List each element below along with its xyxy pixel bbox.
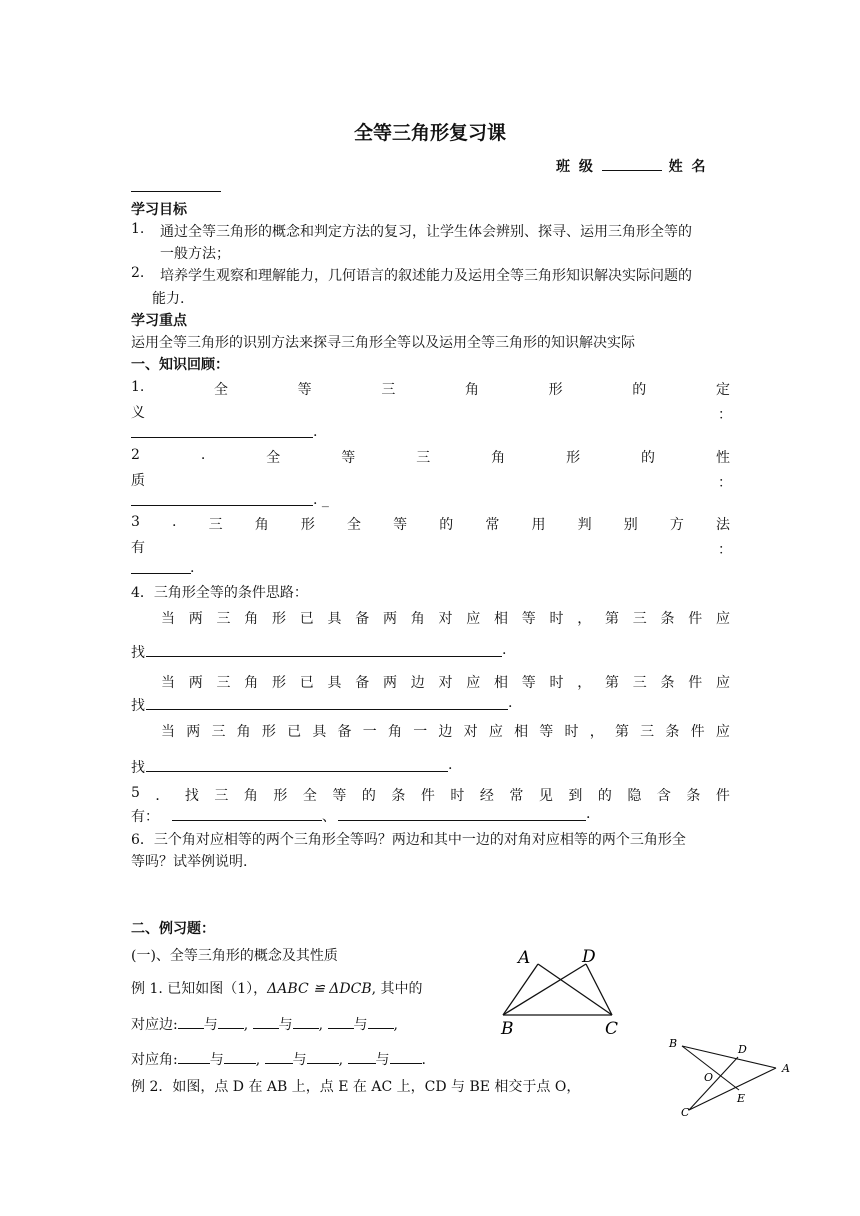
q1-answer-blank[interactable] [131, 437, 313, 438]
fig1-label-b: B [501, 1019, 514, 1039]
fig1-label-d: D [582, 947, 596, 967]
q4b-find: 找 [131, 698, 145, 714]
goal-1-num: 1. [131, 221, 145, 237]
q4c-find: 找 [131, 760, 145, 776]
q2-answer-blank[interactable] [131, 505, 313, 506]
goal-2-line1: 培养学生观察和理解能力，几何语言的叙述能力及运用全等三角形知识解决实际问题的 [160, 268, 692, 284]
focus-heading: 学习重点 [131, 313, 187, 329]
class-name-header [556, 156, 708, 176]
q2-line2-right: ： [718, 475, 732, 491]
q4-heading: 4．三角形全等的条件思路： [131, 585, 308, 601]
name-label: 姓 名 [668, 159, 708, 175]
q4b-line1: 当 两 三 角 形 已 具 备 两 边 对 应 相 等 时 ， 第 三 条 件 应 [161, 675, 730, 691]
q3-line1: 3 . 三 角 形 全 等 的 常 用 判 别 方 法 [131, 514, 730, 533]
q2-line2-left: 质 [131, 473, 145, 489]
q1-line2-right: ： [718, 407, 732, 423]
q3-line2-right: ： [718, 542, 732, 558]
example-1: 例 1. 已知如图（1），ΔABC ≌ ΔDCB, 其中的 [131, 981, 423, 997]
goal-2-line2: 能力. [152, 291, 185, 307]
q4a-answer-blank[interactable] [146, 656, 502, 657]
goal-1-line2: 一般方法； [160, 246, 230, 262]
q5-line2: 有： [131, 809, 159, 825]
focus-text: 运用全等三角形的识别方法来探寻三角形全等以及运用全等三角形的知识解决实际 [131, 335, 635, 351]
q1-line1: 1. 全 等 三 角 形 的 定 [131, 379, 730, 398]
fig2-label-c: C [681, 1106, 690, 1119]
q4c-line1: 当 两 三 角 形 已 具 备 一 角 一 边 对 应 相 等 时 ， 第 三 条 件 应 [161, 724, 730, 740]
q4a-line1: 当 两 三 角 形 已 具 备 两 角 对 应 相 等 时 ， 第 三 条 件 应 [161, 611, 730, 627]
example-2: 例 2．如图，点 D 在 AB 上，点 E 在 AC 上，CD 与 BE 相交于点 O， [131, 1079, 581, 1095]
q2-line1: 2 . 全 等 三 角 形 的 性 [131, 447, 730, 466]
fig2-label-e: E [737, 1092, 746, 1105]
goal-2-num: 2. [131, 265, 145, 281]
congruence-expression: ΔABC ≌ ΔDCB [267, 981, 372, 997]
corresponding-angles: 对应角: 与 , 与 , 与 . [131, 1049, 426, 1069]
q5-blank-2[interactable] [338, 820, 586, 821]
figure-2-triangles [664, 1030, 804, 1120]
name-blank[interactable] [131, 191, 221, 192]
class-label: 班 级 [556, 159, 595, 175]
q6-line2: 等吗？试举例说明. [131, 854, 248, 870]
q3-answer-blank[interactable] [131, 573, 191, 574]
figure-1-triangles [490, 940, 640, 1040]
class-blank[interactable] [602, 156, 662, 171]
fig2-label-b: B [669, 1037, 678, 1050]
examples-heading: 二、例习题： [131, 921, 215, 937]
page-title: 全等三角形复习课 [353, 122, 506, 144]
corresponding-sides: 对应边: 与 , 与 , 与 , [131, 1014, 398, 1034]
q5-blank-1[interactable] [172, 820, 322, 821]
fig2-label-d: D [738, 1043, 747, 1056]
section-1-title: (一)、全等三角形的概念及其性质 [131, 948, 338, 964]
q4c-answer-blank[interactable] [146, 771, 448, 772]
goals-heading: 学习目标 [131, 202, 187, 218]
fig1-label-c: C [605, 1019, 619, 1039]
fig1-label-a: A [518, 948, 531, 968]
q1-line2-left: 义 [131, 405, 145, 421]
fig2-label-a: A [782, 1062, 790, 1075]
q4b-answer-blank[interactable] [146, 709, 508, 710]
q6-line1: 6．三个角对应相等的两个三角形全等吗？两边和其中一边的对角对应相等的两个三角形全 [131, 832, 686, 848]
q5-line1: 5 ． 找 三 角 形 全 等 的 条 件 时 经 常 见 到 的 隐 含 条 件 [131, 785, 730, 804]
q3-line2-left: 有 [131, 540, 145, 556]
fig2-label-o: O [704, 1071, 714, 1084]
review-heading: 一、知识回顾： [131, 357, 229, 373]
goal-1-line1: 通过全等三角形的概念和判定方法的复习，让学生体会辨别、探寻、运用三角形全等的 [160, 224, 692, 240]
q4a-find: 找 [131, 645, 145, 661]
